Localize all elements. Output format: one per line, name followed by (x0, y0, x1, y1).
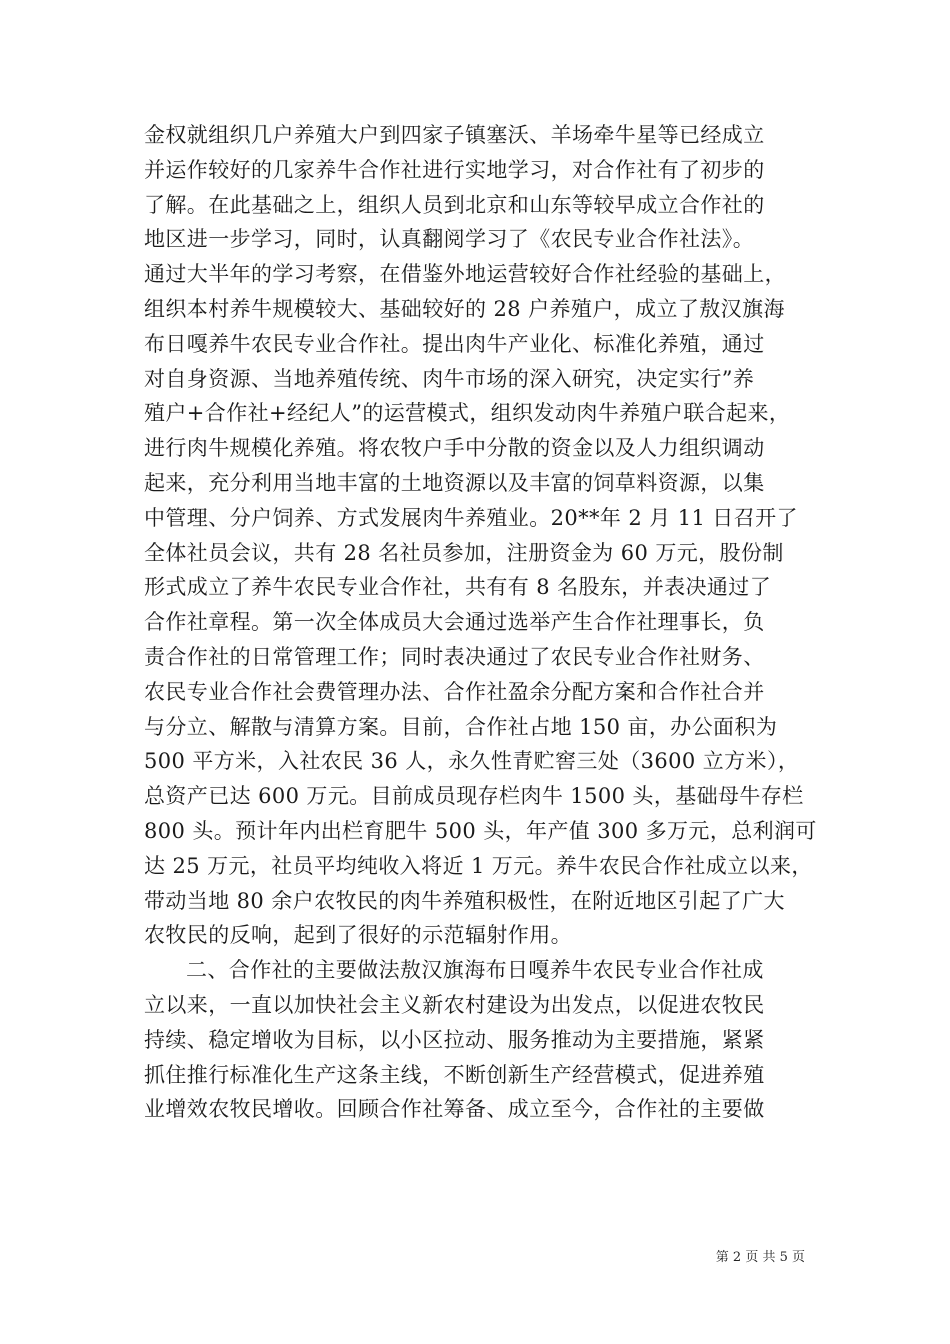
text-line: 达 25 万元，社员平均纯收入将近 1 万元。养牛农民合作社成立以来， (144, 853, 813, 878)
text-line: 带动当地 80 余户农牧民的肉牛养殖积极性，在附近地区引起了广大 (144, 888, 785, 913)
text-line: 全体社员会议，共有 28 名社员参加，注册资金为 60 万元，股份制 (144, 540, 784, 565)
text-line: 总资产已达 600 万元。目前成员现存栏肉牛 1500 头，基础母牛存栏 (144, 784, 804, 809)
text-line: 合作社章程。第一次全体成员大会通过选举产生合作社理事长，负 (144, 610, 765, 635)
text-line: 农牧民的反响，起到了很好的示范辐射作用。 (144, 923, 572, 948)
text-line: 并运作较好的几家养牛合作社进行实地学习，对合作社有了初步的 (144, 157, 765, 182)
text-line: 立以来，一直以加快社会主义新农村建设为出发点，以促进农牧民 (144, 992, 765, 1017)
text-line: 了解。在此基础之上，组织人员到北京和山东等较早成立合作社的 (144, 192, 765, 217)
page-number: 第 2 页 共 5 页 (715, 1250, 805, 1265)
text-line: 抓住推行标准化生产这条主线，不断创新生产经营模式，促进养殖 (144, 1062, 765, 1087)
text-line: 组织本村养牛规模较大、基础较好的 28 户养殖户，成立了敖汉旗海 (144, 296, 785, 321)
text-line: 对自身资源、当地养殖传统、肉牛市场的深入研究，决定实行”养 (144, 366, 755, 391)
text-line: 500 平方米，入社农民 36 人，永久性青贮窖三处（3600 立方米）， (144, 749, 800, 774)
text-line: 进行肉牛规模化养殖。将农牧户手中分散的资金以及人力组织调动 (144, 436, 765, 461)
text-line: 起来，充分利用当地丰富的土地资源以及丰富的饲草料资源，以集 (144, 470, 765, 495)
text-line: 殖户+合作社+经纪人”的运营模式，组织发动肉牛养殖户联合起来， (144, 401, 791, 426)
text-line: 布日嘎养牛农民专业合作社。提出肉牛产业化、标准化养殖，通过 (144, 331, 765, 356)
text-line: 农民专业合作社会费管理办法、合作社盈余分配方案和合作社合并 (144, 679, 765, 704)
text-line: 形式成立了养牛农民专业合作社，共有有 8 名股东，并表决通过了 (144, 575, 772, 600)
text-line: 与分立、解散与清算方案。目前，合作社占地 150 亩，办公面积为 (144, 714, 778, 739)
text-line: 金权就组织几户养殖大户到四家子镇塞沃、羊场牵牛星等已经成立 (144, 123, 765, 147)
text-line: 持续、稳定增收为目标，以小区拉动、服务推动为主要措施，紧紧 (144, 1027, 765, 1052)
text-line: 通过大半年的学习考察，在借鉴外地运营较好合作社经验的基础上， (144, 262, 786, 287)
body-text (144, 118, 817, 1127)
text-line: 800 头。预计年内出栏育肥牛 500 头，年产值 300 多万元，总利润可 (144, 818, 817, 843)
text-line: 业增效农牧民增收。回顾合作社筹备、成立至今，合作社的主要做 (144, 1097, 765, 1122)
text-line: 责合作社的日常管理工作；同时表决通过了农民专业合作社财务、 (144, 644, 765, 669)
text-line: 中管理、分户饲养、方式发展肉牛养殖业。20**年 2 月 11 日召开了 (144, 505, 798, 530)
text-line: 地区进一步学习，同时，认真翻阅学习了《农民专业合作社法》。 (144, 227, 755, 252)
text-line: 二、合作社的主要做法敖汉旗海布日嘎养牛农民专业合作社成 (186, 958, 764, 983)
